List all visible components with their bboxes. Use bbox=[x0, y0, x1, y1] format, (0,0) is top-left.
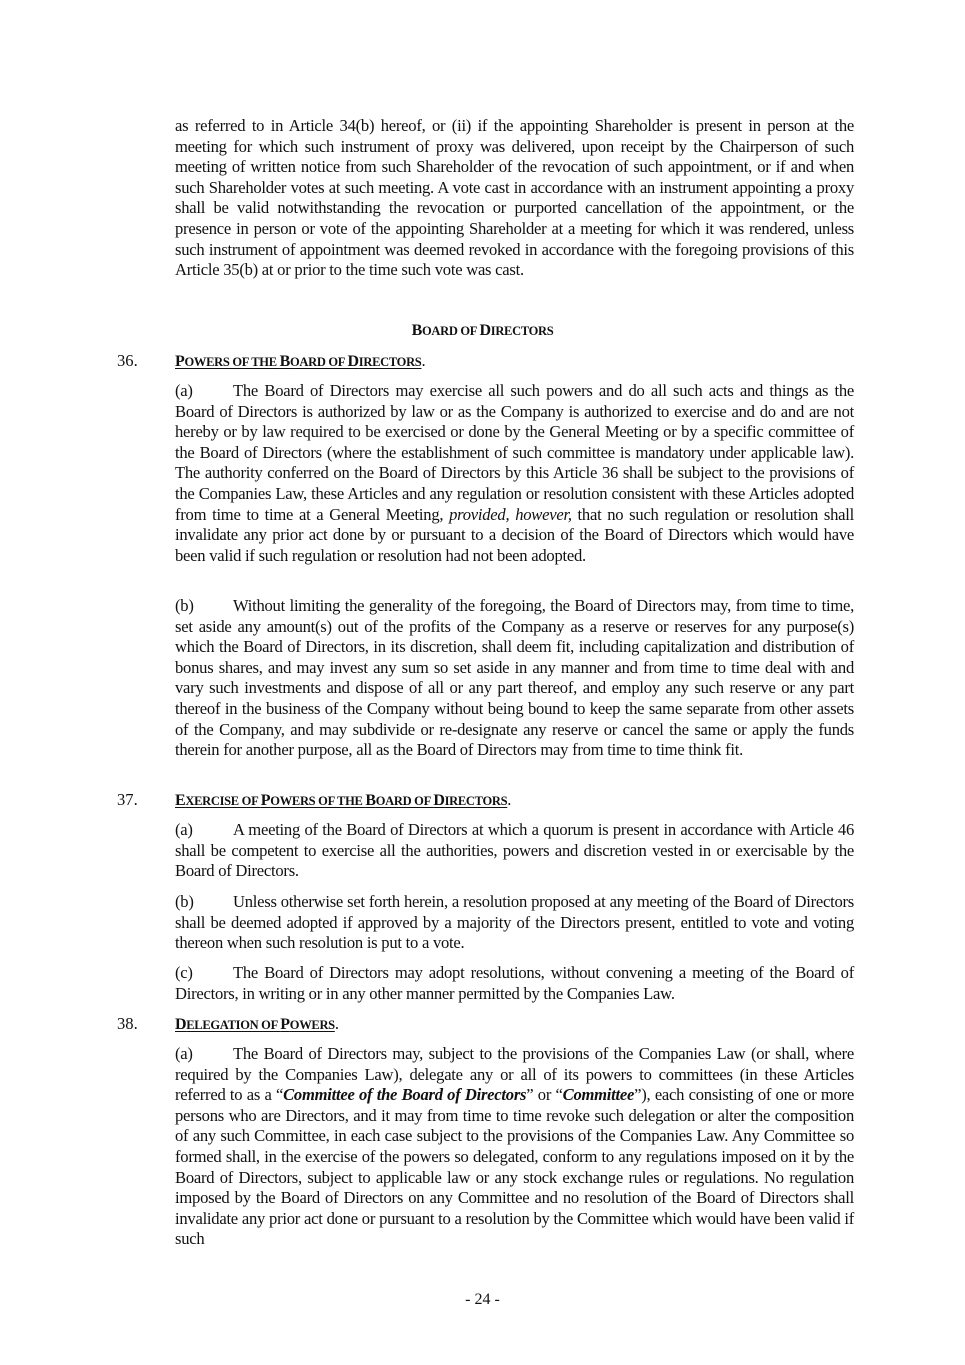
article-37-paragraph-a bbox=[175, 820, 854, 882]
title-smallcaps: OWERS bbox=[289, 1018, 335, 1032]
article-37-paragraph-b bbox=[175, 892, 854, 954]
title-initial: P bbox=[260, 792, 271, 809]
defined-term: Committee bbox=[562, 1085, 635, 1105]
defined-term: Committee of the Board of Directors bbox=[283, 1085, 527, 1105]
page-number: - 24 - bbox=[465, 1291, 500, 1308]
title-smallcaps: IRECTORS bbox=[358, 355, 422, 369]
heading-smallcaps: IRECTORS bbox=[490, 324, 554, 338]
title-period: . bbox=[507, 790, 512, 809]
title-initial: D bbox=[175, 1016, 187, 1033]
title-initial: D bbox=[433, 792, 445, 809]
title-period: . bbox=[334, 1014, 339, 1033]
paragraph-text: Without limiting the generality of the foregoing, the Board of Directors may, from time to time, set aside any amount(s) out of the profits of the Company as a reserve or reserves for any purpose(s) which the Board of Directors, in its discretion, shall deem fit, including capitalization and distribution of bonus shares, and may invest any sum so set aside in any manner and from time to time deal with and vary such investments and dispose of all or any part thereof, and employ any such reserve or any part thereof in the business of the Company without being bound to keep the same separate from other assets of the Company, and may subdivide or re-designate any reserve or cancel the same or apply the funds therein for another purpose, all as the Board of Directors may from time to time think fit. bbox=[175, 596, 854, 760]
paragraph-text: Unless otherwise set forth herein, a resolution proposed at any meeting of the Board of Directors shall be deemed adopted if approved by a majority of the Directors present, entitled to vote and voting thereon when such resolution is put to a vote. bbox=[175, 892, 854, 953]
heading-smallcaps: OARD OF bbox=[421, 324, 480, 338]
paragraph-text: The Board of Directors may exercise all such powers and do all such acts and things as the Board of Directors is authorized by law or as the Company is authorized to exercise and do and are not hereby or by law required to be exercised or done by the General Meeting or by a specific committee of the Board of Directors (where the establishment of such committee is mandatory under applicable law). The authority conferred on the Board of Directors by this Article 36 shall be subject to the provisions of the Companies Law, these Articles and any regulation or resolution consistent with these Articles adopted from time to time at a General Meeting, bbox=[175, 381, 854, 524]
article-36-paragraph-a bbox=[175, 381, 854, 566]
title-initial: P bbox=[175, 353, 185, 370]
article-title bbox=[175, 790, 511, 812]
title-smallcaps: XERCISE OF bbox=[185, 794, 261, 808]
heading-initial: B bbox=[411, 322, 422, 339]
title-smallcaps: OARD OF bbox=[375, 794, 434, 808]
article-number: 37. bbox=[117, 790, 138, 809]
article-38-paragraph-a bbox=[175, 1044, 854, 1250]
italic-proviso: provided, however, bbox=[449, 504, 572, 524]
title-initial: P bbox=[280, 1016, 290, 1033]
paragraph-text: ” or “ bbox=[526, 1085, 563, 1105]
paragraph-text: A meeting of the Board of Directors at which a quorum is present in accordance with Article 46 shall be competent to exercise all the authorities, powers and discretion vested in or exercisable by the Board of Directors. bbox=[175, 820, 854, 881]
continuation-paragraph bbox=[175, 116, 854, 281]
article-number: 38. bbox=[117, 1014, 138, 1033]
title-smallcaps: OWERS OF THE bbox=[270, 794, 366, 808]
title-period: . bbox=[421, 351, 426, 370]
heading-initial: D bbox=[479, 322, 491, 339]
title-smallcaps: IRECTORS bbox=[444, 794, 508, 808]
paragraph-label: (b) bbox=[175, 596, 194, 615]
article-37-paragraph-c bbox=[175, 963, 854, 1004]
title-initial: E bbox=[175, 792, 186, 809]
title-smallcaps: OARD OF bbox=[289, 355, 348, 369]
section-heading bbox=[0, 321, 965, 342]
paragraph-text: ”), each consisting of one or more persons who are Directors, and it may from time to time revoke such delegation or alter the composition of any such Committee, in each case subject to the provisions of the Companies Law. Any Committee so formed shall, in the exercise of the powers so delegated, conform to any regulations imposed on it by the Board of Directors, subject to applicable law or any stock exchange rules or regulations. No regulation imposed by the Board of Directors on any Committee and no resolution of the Board of Directors shall invalidate any prior act done or pursuant to a resolution by the Committee which would have been valid if such bbox=[175, 1085, 854, 1249]
paragraph-label: (a) bbox=[175, 1044, 193, 1063]
title-smallcaps: OWERS OF THE bbox=[184, 355, 280, 369]
paragraph-text: The Board of Directors may adopt resolutions, without convening a meeting of the Board of Directors, in writing or in any other manner permitted by the Companies Law. bbox=[175, 963, 854, 1003]
title-initial: D bbox=[347, 353, 359, 370]
article-title bbox=[175, 1014, 339, 1036]
paragraph-label: (a) bbox=[175, 381, 193, 400]
paragraph-text: The Board of Directors may, subject to the provisions of the Companies Law (or shall, where required by the Companies Law), delegate any or all of its powers to committees (in these Articles referred to as a “ bbox=[175, 1044, 854, 1105]
title-initial: B bbox=[365, 792, 376, 809]
paragraph-text: as referred to in Article 34(b) hereof, or (ii) if the appointing Shareholder is present in person at the meeting for which such instrument of proxy was delivered, upon receipt by the Chairperson of such meeting of written notice from such Shareholder of the revocation of such appointment, or if and when such Shareholder votes at such meeting. A vote cast in accordance with an instrument appointing a proxy shall be valid notwithstanding the revocation or purported cancellation of the appointment, or the presence in person or vote of the appointing Shareholder at a meeting for which it was rendered, unless such instrument of appointment was deemed revoked in accordance with the foregoing provisions of this Article 35(b) at or prior to the time such vote was cast. bbox=[175, 116, 854, 280]
article-36-paragraph-b bbox=[175, 596, 854, 761]
title-initial: B bbox=[279, 353, 290, 370]
article-title bbox=[175, 351, 425, 373]
paragraph-label: (a) bbox=[175, 820, 193, 839]
paragraph-label: (b) bbox=[175, 892, 194, 911]
paragraph-label: (c) bbox=[175, 963, 193, 982]
paragraph-text: that no such regulation or resolution shall invalidate any prior act done by or pursuant to a decision of the Board of Directors which would have been valid if such regulation or resolution had not been adopted. bbox=[175, 504, 854, 565]
article-number: 36. bbox=[117, 351, 138, 370]
title-smallcaps: ELEGATION OF bbox=[186, 1018, 281, 1032]
